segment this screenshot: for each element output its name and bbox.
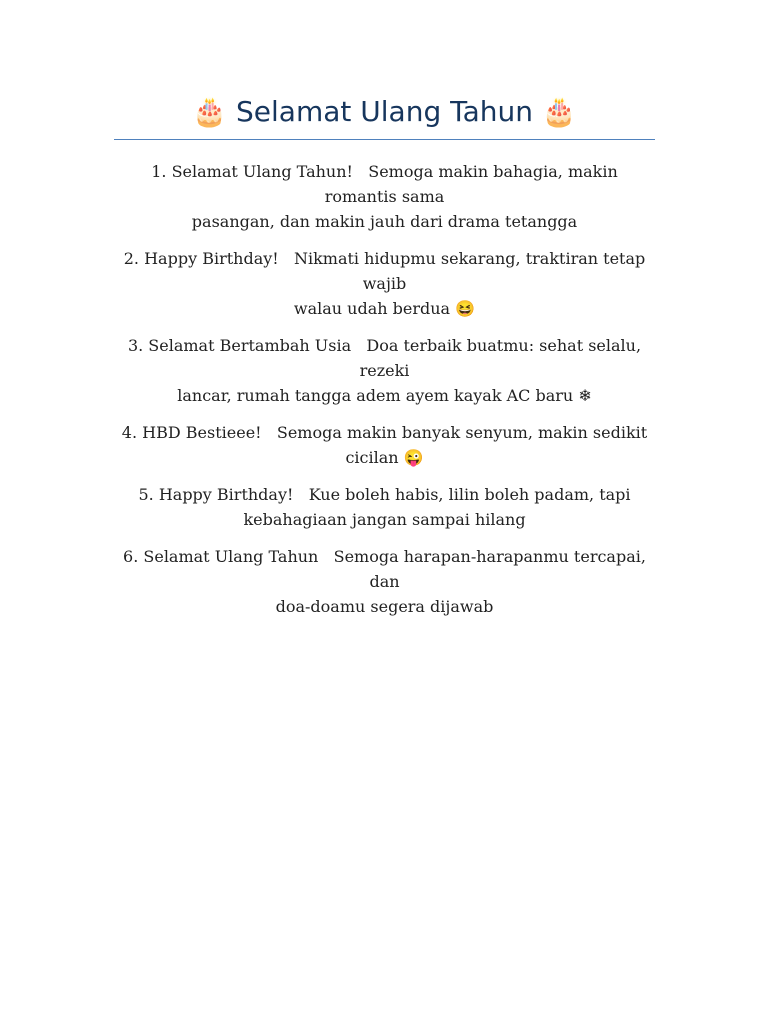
wish-line: walau udah berdua 😆 — [293, 299, 476, 318]
list-item — [114, 420, 655, 470]
wish-line: kebahagiaan jangan sampai hilang — [243, 510, 526, 529]
title-divider — [114, 139, 655, 140]
wish-line: lancar, rumah tangga adem ayem kayak AC baru ❄ — [177, 386, 592, 405]
wish-line: 4. HBD Bestieee! Semoga makin banyak senyum, makin sedikit — [121, 423, 648, 442]
wish-line: pasangan, dan makin jauh dari drama tetangga — [191, 212, 578, 231]
list-item — [114, 544, 655, 619]
wish-line: 6. Selamat Ulang Tahun Semoga harapan-harapanmu tercapai, dan — [123, 547, 652, 591]
wish-line: 2. Happy Birthday! Nikmati hidupmu sekarang, traktiran tetap wajib — [123, 249, 651, 293]
wish-line: 1. Selamat Ulang Tahun! Semoga makin bahagia, makin romantis sama — [151, 162, 623, 206]
wish-line: 5. Happy Birthday! Kue boleh habis, lilin boleh padam, tapi — [138, 485, 631, 504]
list-item — [114, 482, 655, 532]
wish-list — [114, 159, 655, 631]
list-item — [114, 159, 655, 234]
wish-line: 3. Selamat Bertambah Usia Doa terbaik buatmu: sehat selalu, rezeki — [127, 336, 647, 380]
wish-line: cicilan 😜 — [345, 448, 424, 467]
list-item — [114, 333, 655, 408]
page-title: 🎂 Selamat Ulang Tahun 🎂 — [192, 95, 577, 128]
list-item — [114, 246, 655, 321]
wish-line: doa-doamu segera dijawab — [275, 597, 494, 616]
